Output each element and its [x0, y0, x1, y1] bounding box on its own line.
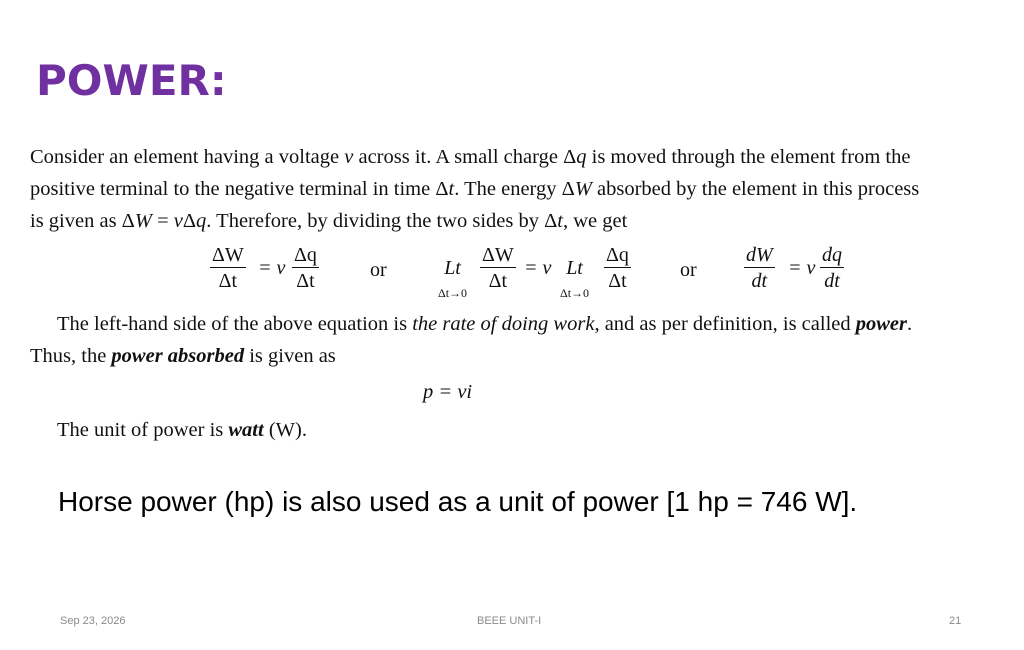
text-span: the rate of doing work [412, 313, 595, 335]
text-span: , we get [563, 210, 628, 232]
limit-2 [560, 257, 589, 303]
fraction-numerator: ΔW [482, 244, 514, 266]
text-span: absorbed by the element in this process [591, 178, 920, 200]
limit-1 [438, 257, 467, 303]
text-span: Lt [566, 257, 583, 279]
text-span: q [196, 210, 207, 232]
text-span: . [906, 313, 913, 335]
text-span: Thus, the [30, 345, 112, 367]
text-span: = v [524, 257, 552, 279]
text-span: across it. A small charge Δ [353, 146, 577, 168]
fraction-dq-dt-3 [820, 243, 844, 294]
equals-v [258, 257, 285, 280]
fraction-numerator: Δq [606, 244, 629, 266]
text-span: = v [788, 257, 816, 279]
fraction-dW-dt [210, 243, 246, 294]
text-span: W [574, 178, 592, 200]
equals-v-3 [788, 257, 815, 280]
paragraph-line-2 [30, 178, 919, 201]
fraction-denominator: Δt [608, 270, 627, 292]
footer-date: Sep 23, 2026 [60, 615, 126, 627]
text-span: = v [258, 257, 286, 279]
text-span: . The energy Δ [454, 178, 575, 200]
equals-v-2 [524, 257, 551, 280]
text-span: power absorbed [111, 345, 245, 367]
fraction-denominator: dt [751, 270, 768, 292]
paragraph-line-3 [30, 210, 627, 233]
text-span: W [134, 210, 152, 232]
text-span: is given as Δ [30, 210, 135, 232]
text-span: Δ [182, 210, 197, 232]
text-span: Lt [444, 257, 461, 279]
text-span: The left-hand side of the above equation is [57, 313, 413, 335]
fraction-denominator: dt [824, 270, 840, 292]
text-span: positive terminal to the negative terminal in time Δ [30, 178, 449, 200]
fraction-numerator: dq [822, 244, 842, 266]
footer-center: BEEE UNIT-I [477, 615, 542, 627]
text-span: Δt→0 [438, 286, 468, 300]
equation-row [0, 243, 1024, 309]
or-text-1: or [370, 259, 387, 281]
footer-page-number: 21 [949, 615, 962, 627]
text-span: t [448, 178, 455, 200]
fraction-numerator: ΔW [212, 244, 244, 266]
text-span: , and as per definition, is called [594, 313, 856, 335]
paragraph-line-1 [30, 146, 910, 169]
text-span: watt [228, 419, 264, 441]
fraction-dW-dt-2 [480, 243, 516, 294]
text-span: = [151, 210, 174, 232]
text-span: (W). [263, 419, 307, 441]
fraction-denominator: Δt [296, 270, 315, 292]
unit-of-power-line [57, 419, 307, 442]
horse-power-text: Horse power (hp) is also used as a unit of power [1 hp = 746 W]. [58, 486, 858, 517]
text-span: v [173, 210, 183, 232]
power-absorbed-line [30, 345, 336, 368]
fraction-numerator: dW [746, 244, 773, 266]
text-span: is moved through the element from the [586, 146, 911, 168]
fraction-numerator: Δq [294, 244, 317, 266]
text-span: p = vi [423, 381, 473, 403]
text-span: Δt→0 [560, 286, 590, 300]
fraction-denominator: Δt [488, 270, 508, 292]
power-equation [423, 381, 472, 404]
text-span: The unit of power is [57, 419, 229, 441]
text-span: v [344, 146, 354, 168]
fraction-dq-dt [292, 243, 319, 294]
slide-title: POWER: [36, 56, 227, 105]
lhs-definition-line [57, 313, 912, 336]
text-span: q [576, 146, 587, 168]
or-text-2: or [680, 259, 697, 281]
text-span: is given as [244, 345, 336, 367]
text-span: power [855, 313, 907, 335]
fraction-denominator: Δt [218, 270, 238, 292]
fraction-dW-dt-3 [744, 243, 775, 294]
fraction-dq-dt-2 [604, 243, 631, 294]
text-span: Consider an element having a voltage [30, 146, 345, 168]
text-span: . Therefore, by dividing the two sides by Δ [206, 210, 558, 232]
text-span: t [557, 210, 563, 232]
